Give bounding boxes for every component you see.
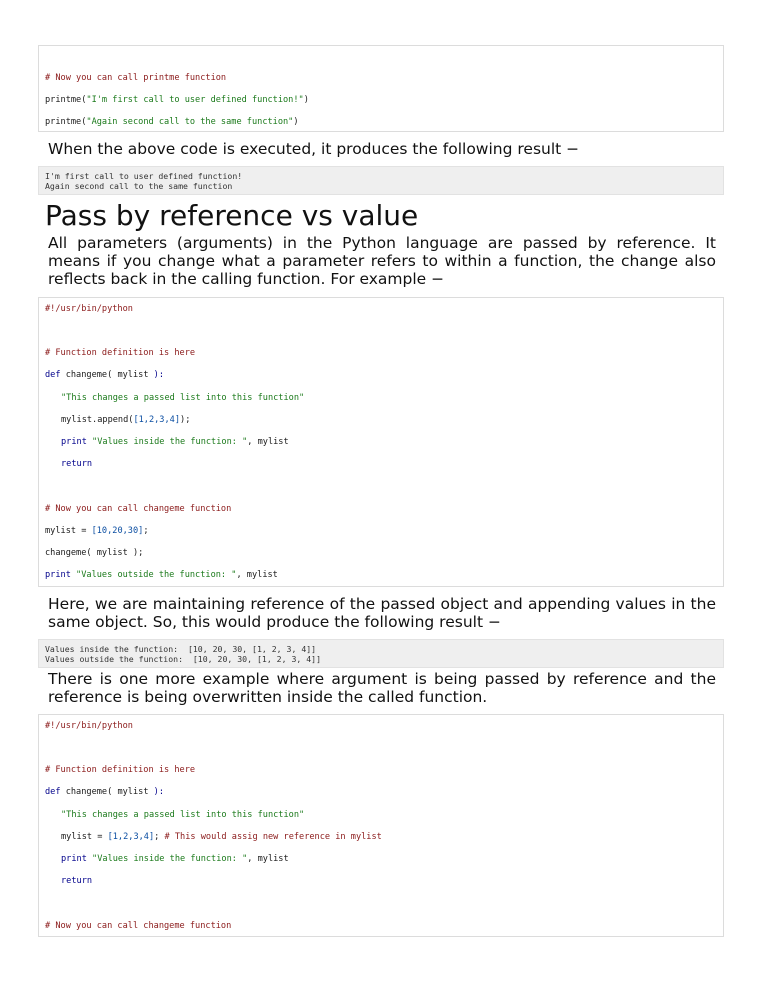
output-line: Again second call to the same function: [45, 181, 233, 191]
code-text: changeme( mylist: [60, 787, 154, 797]
code-string: "Values inside the function: ": [86, 854, 248, 864]
code-line: [45, 370, 164, 381]
code-line: [61, 437, 289, 448]
code-punct: ):: [153, 370, 165, 380]
code-punct: ):: [153, 787, 165, 797]
output-block-2: [38, 639, 724, 668]
code-keyword: print: [61, 437, 87, 447]
code-string: "I'm first call to user defined function!": [86, 95, 304, 105]
paragraph-pass-by-reference: All parameters (arguments) in the Python language are passed by reference. It means if you change what a parameter refers to within a function, the change also reflects back in the calling function. For example −: [48, 234, 716, 288]
code-fn: ): [293, 117, 299, 127]
code-line: # Now you can call printme function: [45, 73, 227, 83]
code-line: #!/usr/bin/python: [45, 304, 133, 314]
code-text: , mylist: [236, 570, 278, 580]
code-text: mylist.append(: [61, 415, 134, 425]
code-fn: printme(: [45, 117, 87, 127]
code-line: [45, 95, 309, 106]
code-line: [61, 415, 190, 426]
code-number: [1,2,3,4]: [133, 415, 181, 425]
code-text: ;: [154, 832, 165, 842]
code-line: changeme( mylist );: [45, 548, 144, 558]
code-line: [61, 832, 382, 843]
code-text: ;: [143, 526, 149, 536]
code-string: "Values outside the function: ": [70, 570, 237, 580]
code-line: return: [61, 876, 93, 886]
output-line: Values inside the function: [10, 20, 30, [1, 2, 3, 4]]: [45, 644, 317, 654]
code-line: #!/usr/bin/python: [45, 721, 133, 731]
code-block-3: [38, 714, 724, 937]
output-line: I'm first call to user defined function!: [45, 171, 243, 181]
code-block-1: [38, 45, 724, 132]
code-line: [61, 854, 289, 865]
code-line: [45, 787, 164, 798]
code-text: mylist =: [61, 832, 108, 842]
code-line: return: [61, 459, 93, 469]
code-number: [1,2,3,4]: [107, 832, 155, 842]
code-block-2: [38, 297, 724, 587]
code-line: "This changes a passed list into this function": [61, 393, 305, 403]
code-line: # Function definition is here: [45, 348, 196, 358]
code-text: mylist =: [45, 526, 92, 536]
code-line: "This changes a passed list into this function": [61, 810, 305, 820]
code-number: [10,20,30]: [91, 526, 144, 536]
paragraph-maintaining-reference: Here, we are maintaining reference of the passed object and appending values in the same object. So, this would produce the following result −: [48, 595, 716, 631]
code-keyword: def: [45, 787, 61, 797]
paragraph-overwritten-reference: There is one more example where argument is being passed by reference and the reference is being overwritten inside the called function.: [48, 670, 716, 706]
code-keyword: print: [45, 570, 71, 580]
code-line: # Now you can call changeme function: [45, 504, 232, 514]
output-block-1: [38, 166, 724, 195]
code-text: );: [180, 415, 191, 425]
code-fn: printme(: [45, 95, 87, 105]
code-fn: ): [303, 95, 309, 105]
section-heading: Pass by reference vs value: [45, 199, 419, 232]
code-line: [45, 526, 149, 537]
output-line: Values outside the function: [10, 20, 30, [1, 2, 3, 4]]: [45, 654, 322, 664]
code-string: "Again second call to the same function": [86, 117, 294, 127]
code-keyword: print: [61, 854, 87, 864]
code-line: [45, 570, 278, 581]
code-line: # Now you can call changeme function: [45, 921, 232, 931]
code-comment: # This would assig new reference in mylist: [164, 832, 382, 842]
code-line: # Function definition is here: [45, 765, 196, 775]
code-text: , mylist: [247, 437, 289, 447]
code-text: , mylist: [247, 854, 289, 864]
code-line: [45, 117, 299, 128]
code-string: "Values inside the function: ": [86, 437, 248, 447]
code-text: changeme( mylist: [60, 370, 154, 380]
code-keyword: def: [45, 370, 61, 380]
paragraph-result-intro: When the above code is executed, it produces the following result −: [48, 140, 580, 158]
